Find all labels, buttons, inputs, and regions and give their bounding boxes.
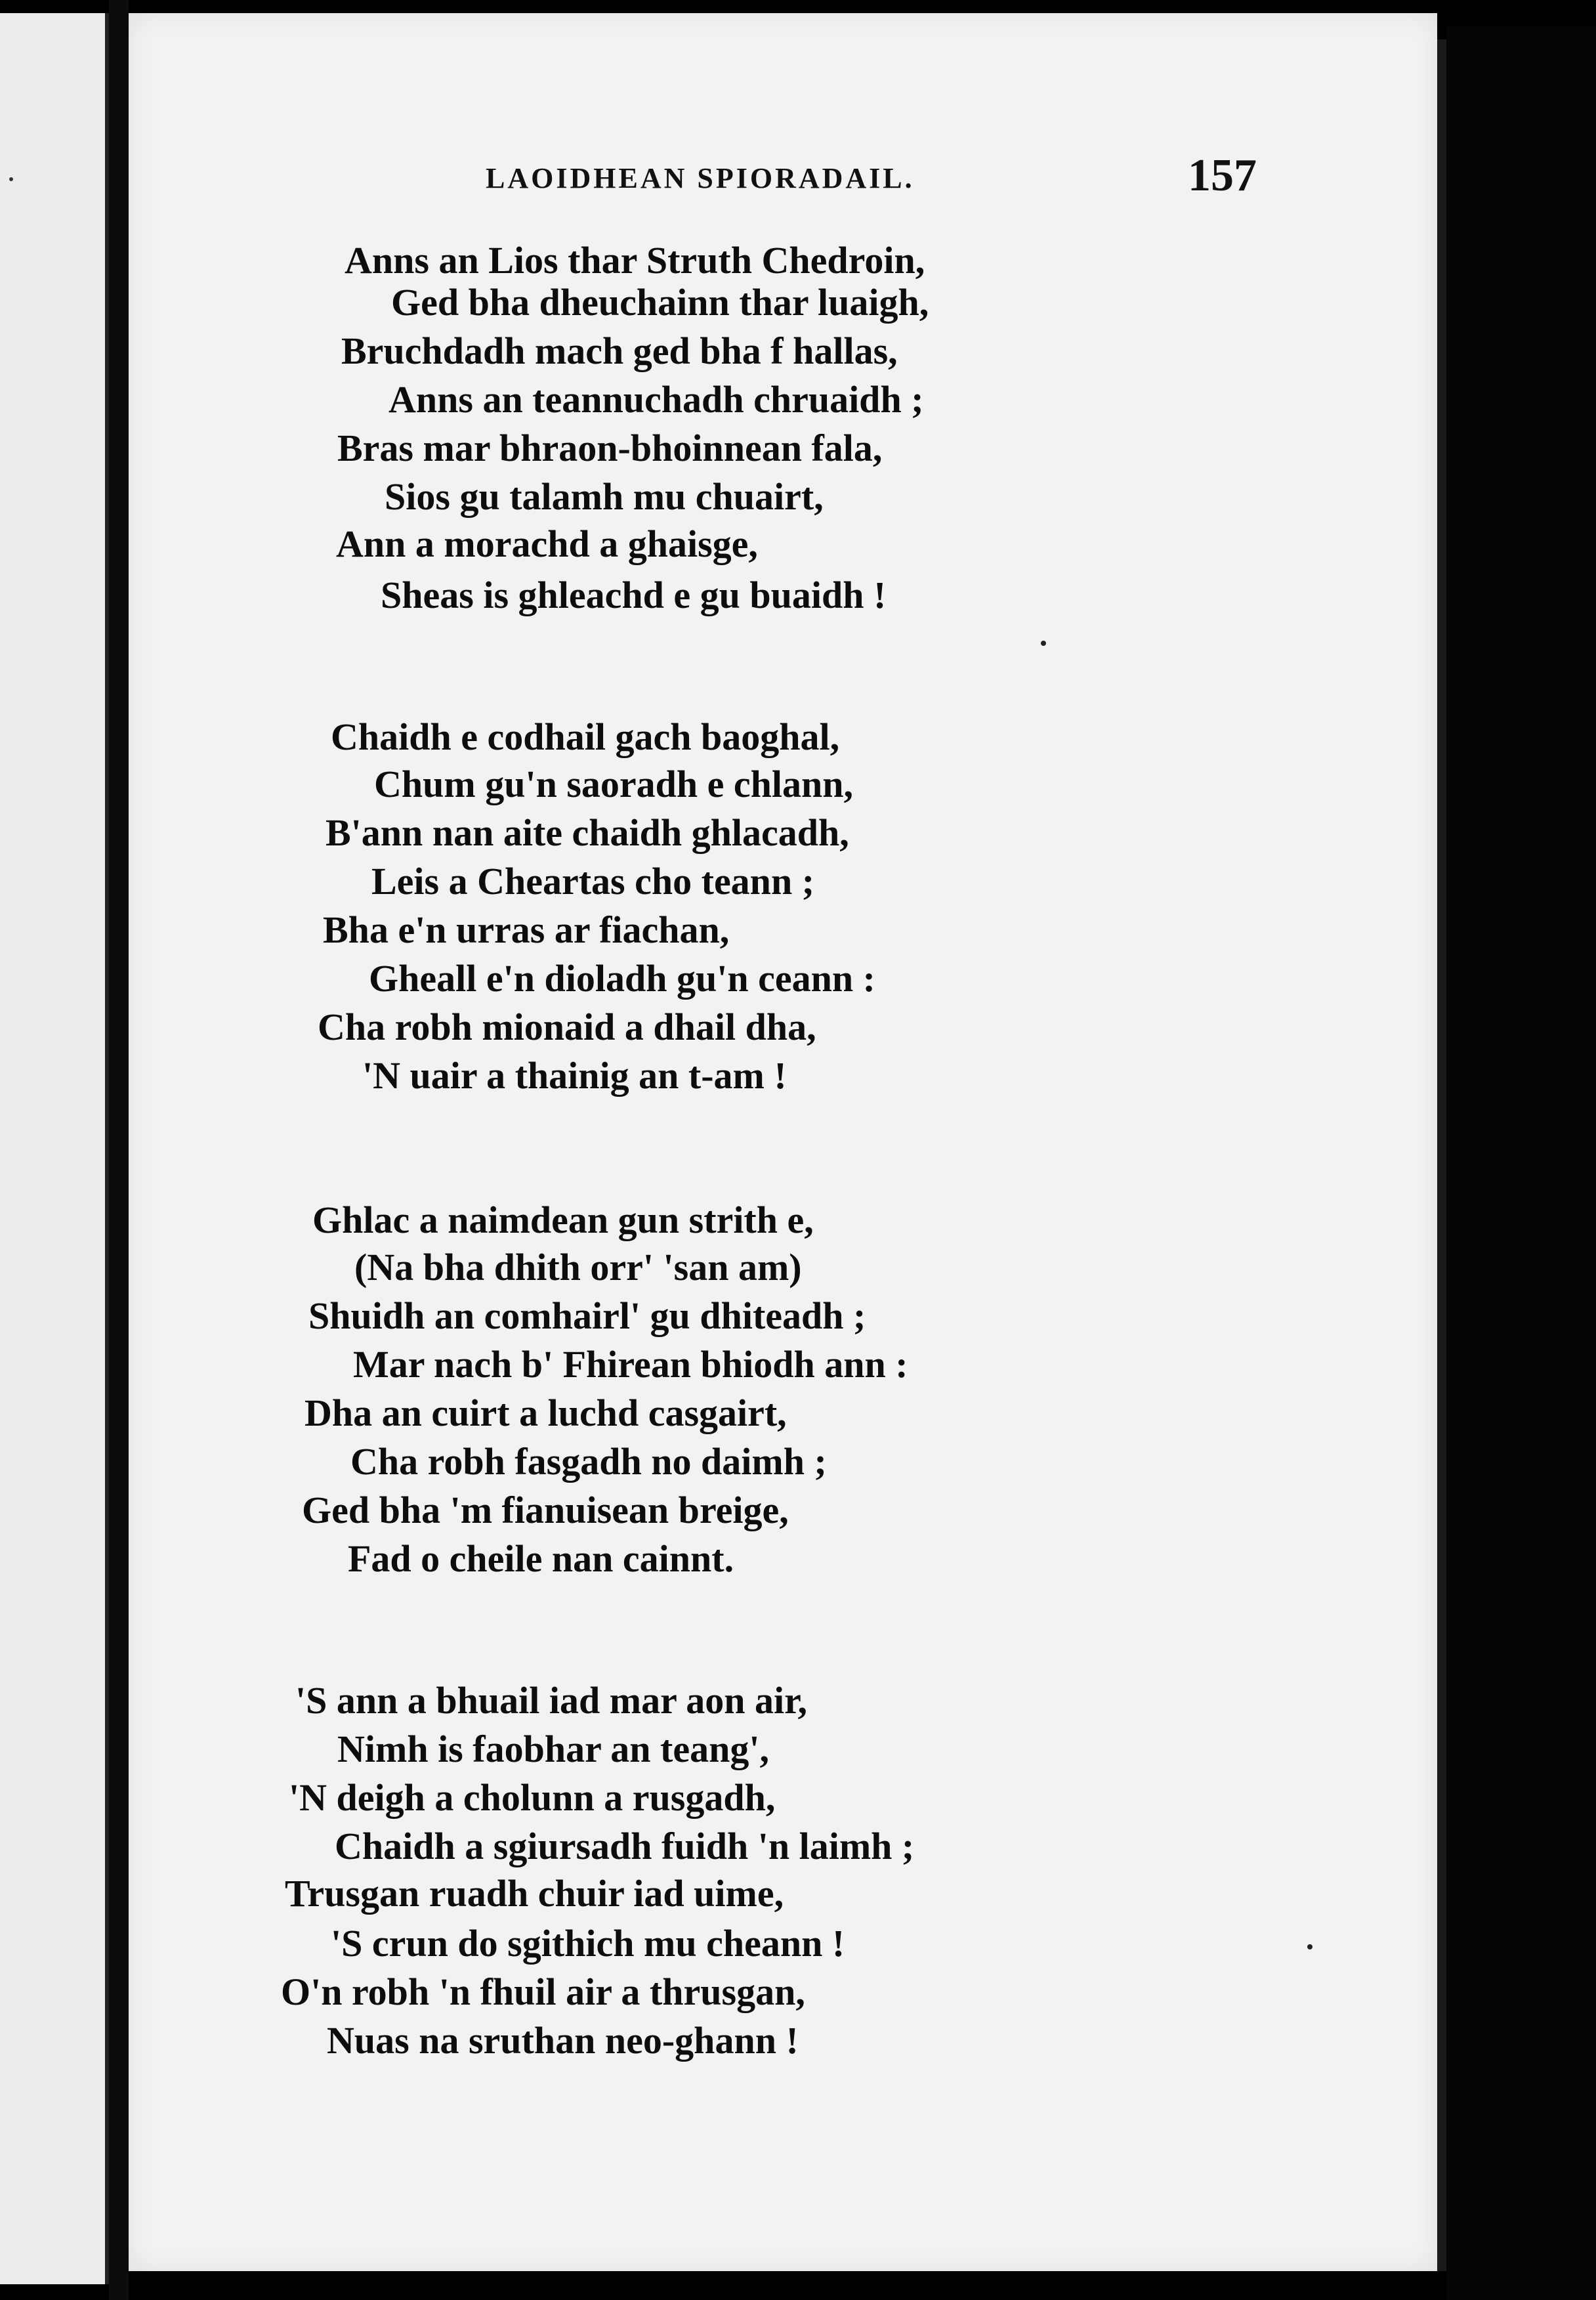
line: Chum gu'n saoradh e chlann, (374, 763, 854, 805)
line: Ann a morachd a ghaisge, (336, 522, 758, 565)
line: Nimh is faobhar an teang', (337, 1728, 769, 1770)
ink-speck (1307, 1944, 1312, 1949)
line: Dha an cuirt a luchd casgairt, (304, 1392, 787, 1434)
line: Trusgan ruadh chuir iad uime, (285, 1872, 784, 1915)
line: O'n robh 'n fhuil air a thrusgan, (281, 1970, 805, 2013)
line: (Na bha dhith orr' 'san am) (354, 1246, 802, 1288)
facing-page-edge (0, 13, 109, 2284)
line: Sheas is ghleachd e gu buaidh ! (381, 574, 887, 616)
line: Anns an Lios thar Struth Chedroin, (345, 239, 925, 282)
line: Leis a Cheartas cho teann ; (371, 860, 815, 903)
line: 'S crun do sgithich mu cheann ! (331, 1922, 845, 1965)
line: 'S ann a bhuail iad mar aon air, (295, 1679, 808, 1722)
line: Nuas na sruthan neo-ghann ! (327, 2019, 799, 2062)
line: Cha robh mionaid a dhail dha, (318, 1006, 816, 1048)
line: Shuidh an comhairl' gu dhiteadh ; (308, 1294, 866, 1337)
line: Bha e'n urras ar fiachan, (323, 908, 730, 951)
line: Bruchdadh mach ged bha f hallas, (341, 330, 898, 372)
line: Ged bha 'm fianuisean breige, (302, 1489, 789, 1531)
line: Fad o cheile nan cainnt. (348, 1537, 734, 1580)
ink-speck (1041, 641, 1046, 646)
page-right-edge (1437, 39, 1446, 2271)
page-number: 157 (1188, 150, 1257, 201)
line: Ghlac a naimdean gun strith e, (312, 1199, 814, 1241)
line: Chaidh e codhail gach baoghal, (331, 715, 840, 758)
running-head: LAOIDHEAN SPIORADAIL. (486, 162, 915, 194)
line: Anns an teannuchadh chruaidh ; (388, 378, 924, 421)
line: Mar nach b' Fhirean bhiodh ann : (353, 1343, 908, 1386)
line: Cha robh fasgadh no daimh ; (350, 1440, 827, 1483)
page-header (368, 150, 1286, 209)
line: Ged bha dheuchainn thar luaigh, (391, 281, 929, 324)
speck (9, 177, 13, 181)
line: Bras mar bhraon-bhoinnean fala, (337, 427, 883, 469)
line: B'ann nan aite chaidh ghlacadh, (326, 811, 849, 854)
line: Gheall e'n dioladh gu'n ceann : (369, 957, 875, 1000)
scan-background (1446, 26, 1596, 2300)
line: Chaidh a sgiursadh fuidh 'n laimh ; (335, 1825, 915, 1867)
line: Sios gu talamh mu chuairt, (385, 475, 824, 518)
line: 'N deigh a cholunn a rusgadh, (289, 1776, 776, 1819)
line: 'N uair a thainig an t-am ! (362, 1054, 787, 1097)
page-gutter (109, 0, 129, 2300)
